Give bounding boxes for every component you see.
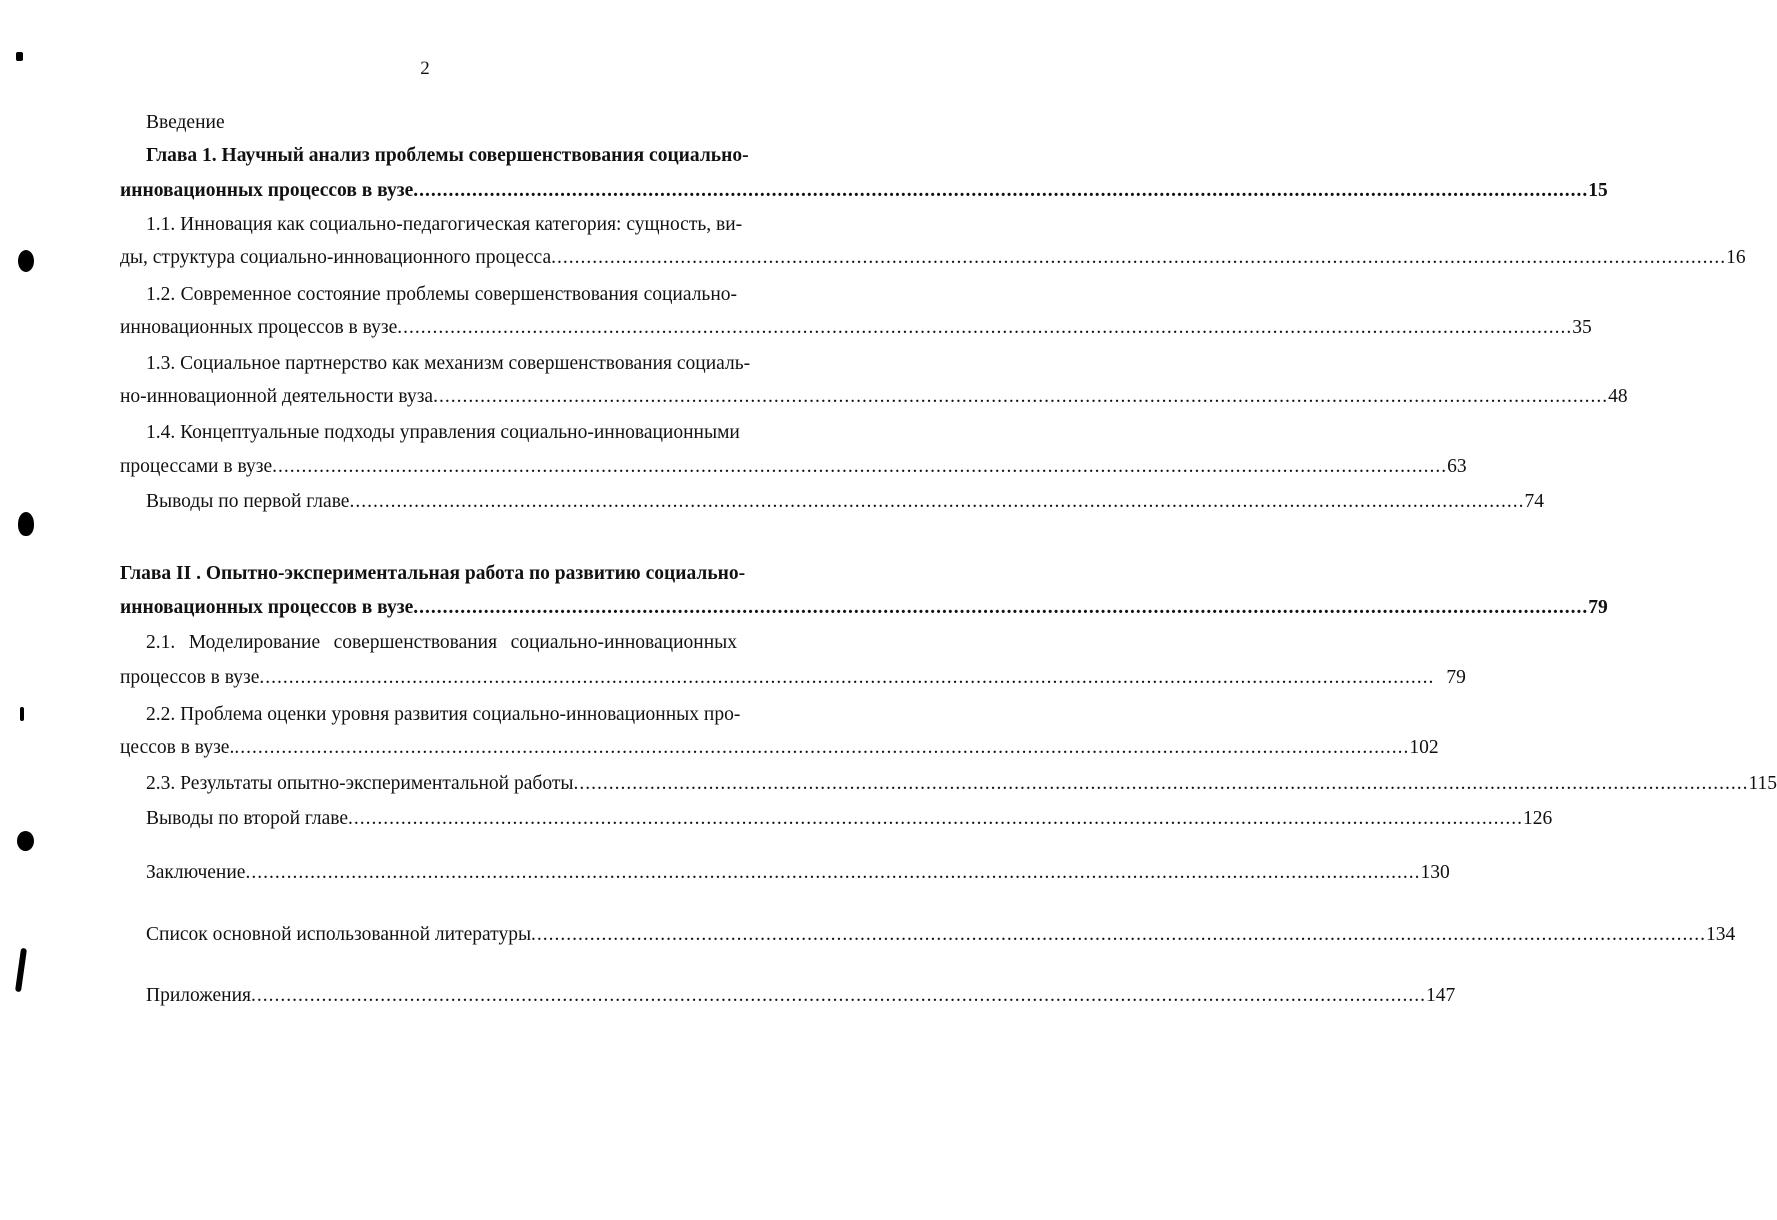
leader-dots: ........................................................................................................................................................................................................ (433, 386, 1609, 407)
toc-entry-chapter-1-conclusions: Выводы по первой главе ........................................................................................................................................................................................................ 74 (146, 489, 737, 515)
chapter-2-heading-end: инновационных процессов в вузе ........................................................................................................................................................................................................ 79 (120, 595, 737, 621)
toc-entry-appendices: Приложения ........................................................................................................................................................................................................ 147 (146, 983, 737, 1009)
toc-entry-chapter-2-conclusions: Выводы по второй главе ........................................................................................................................................................................................................ 126 (146, 806, 737, 832)
page-ref: 147 (1425, 985, 1456, 1006)
leader-dots: ........................................................................................................................................................................................................ (573, 773, 1749, 794)
leader-dots: ........................................................................................................................................................................................................ (272, 456, 1448, 477)
page-ref: 35 (1572, 317, 1592, 338)
toc-entry-references: Список основной использованной литературы ........................................................................................................................................................................................................ 134 (146, 922, 737, 948)
page-number: 2 (420, 58, 430, 79)
leader-dots: ........................................................................................................................................................................................................ (349, 491, 1525, 512)
binding-hole-mark (18, 250, 34, 272)
toc-entry-1-2-end: инновационных процессов в вузе ........................................................................................................................................................................................................ 35 (120, 315, 737, 341)
toc-entry-2-1-end: процессов в вузе ........................................................................................................................................................................................................ 79 (120, 665, 737, 691)
page-ref: 115 (1748, 773, 1777, 794)
toc-entry-1-4: 1.4. Концептуальные подходы управления социально-инновационными (146, 422, 740, 443)
chapter-2-heading: Глава II . Опытно-экспериментальная работа по развитию социально- (120, 563, 746, 584)
binding-mark (15, 948, 27, 992)
toc-entry-1-4-end: процессами в вузе ........................................................................................................................................................................................................ 63 (120, 454, 737, 480)
binding-hole-mark (17, 831, 34, 851)
leader-dots: ........................................................................................................................................................................................................ (234, 737, 1410, 758)
leader-dots: ........................................................................................................................................................................................................ (250, 985, 1426, 1006)
leader-dots: ........................................................................................................................................................................................................ (413, 597, 1589, 618)
toc-entry-2-2: 2.2. Проблема оценки уровня развития социально-инновационных про- (146, 704, 741, 725)
chapter-1-heading-end: инновационных процессов в вузе ........................................................................................................................................................................................................ 15 (120, 178, 737, 204)
leader-dots: ........................................................................................................................................................................................................ (397, 317, 1573, 338)
leader-dots: ........................................................................................................................................................................................................ (531, 924, 1707, 945)
page-ref: 79 (1446, 667, 1466, 688)
toc-entry-1-3: 1.3. Социальное партнерство как механизм совершенствования социаль- (146, 353, 751, 374)
page-ref: 134 (1706, 924, 1736, 945)
toc-entry-2-2-end: цессов в вузе. ........................................................................................................................................................................................................ 102 (120, 735, 737, 761)
binding-mark (16, 52, 23, 61)
toc-entry-label: Введение (146, 112, 225, 133)
leader-dots: ........................................................................................................................................................................................................ (245, 862, 1421, 883)
page-ref: 74 (1524, 491, 1544, 512)
page-ref: 15 (1588, 180, 1608, 201)
toc-entry-1-1: 1.1. Инновация как социально-педагогическая категория: сущность, ви- (146, 214, 743, 235)
page-ref: 102 (1409, 737, 1439, 758)
page-ref: 130 (1420, 862, 1450, 883)
toc-entry-2-3: 2.3. Результаты опытно-экспериментальной работы ........................................................................................................................................................................................................ 115 (146, 771, 737, 797)
page-ref: 16 (1726, 247, 1746, 268)
page-ref: 63 (1447, 456, 1467, 477)
toc-entry-introduction (146, 110, 737, 136)
binding-mark (20, 707, 24, 721)
leader-dots: ........................................................................................................................................................................................................ (259, 667, 1435, 688)
toc-entry-conclusion: Заключение ........................................................................................................................................................................................................ 130 (146, 860, 737, 886)
toc-entry-2-1: 2.1. Моделирование совершенствования социально-инновационных (146, 632, 737, 653)
page-ref: 126 (1523, 808, 1553, 829)
toc-entry-1-2: 1.2. Современное состояние проблемы совершенствования социально- (146, 284, 737, 305)
toc-entry-1-3-end: но-инновационной деятельности вуза ........................................................................................................................................................................................................ 48 (120, 384, 737, 410)
leader-dots: ........................................................................................................................................................................................................ (551, 247, 1727, 268)
page-ref: 48 (1608, 386, 1628, 407)
leader-dots: ........................................................................................................................................................................................................ (413, 180, 1589, 201)
page-ref: 79 (1588, 597, 1608, 618)
leader-dots: ........................................................................................................................................................................................................ (348, 808, 1524, 829)
chapter-1-heading: Глава 1. Научный анализ проблемы совершенствования социально- (146, 145, 749, 166)
toc-entry-1-1-end: ды, структура социально-инновационного процесса ........................................................................................................................................................................................................ 16 (120, 245, 737, 271)
binding-hole-mark (18, 512, 34, 536)
